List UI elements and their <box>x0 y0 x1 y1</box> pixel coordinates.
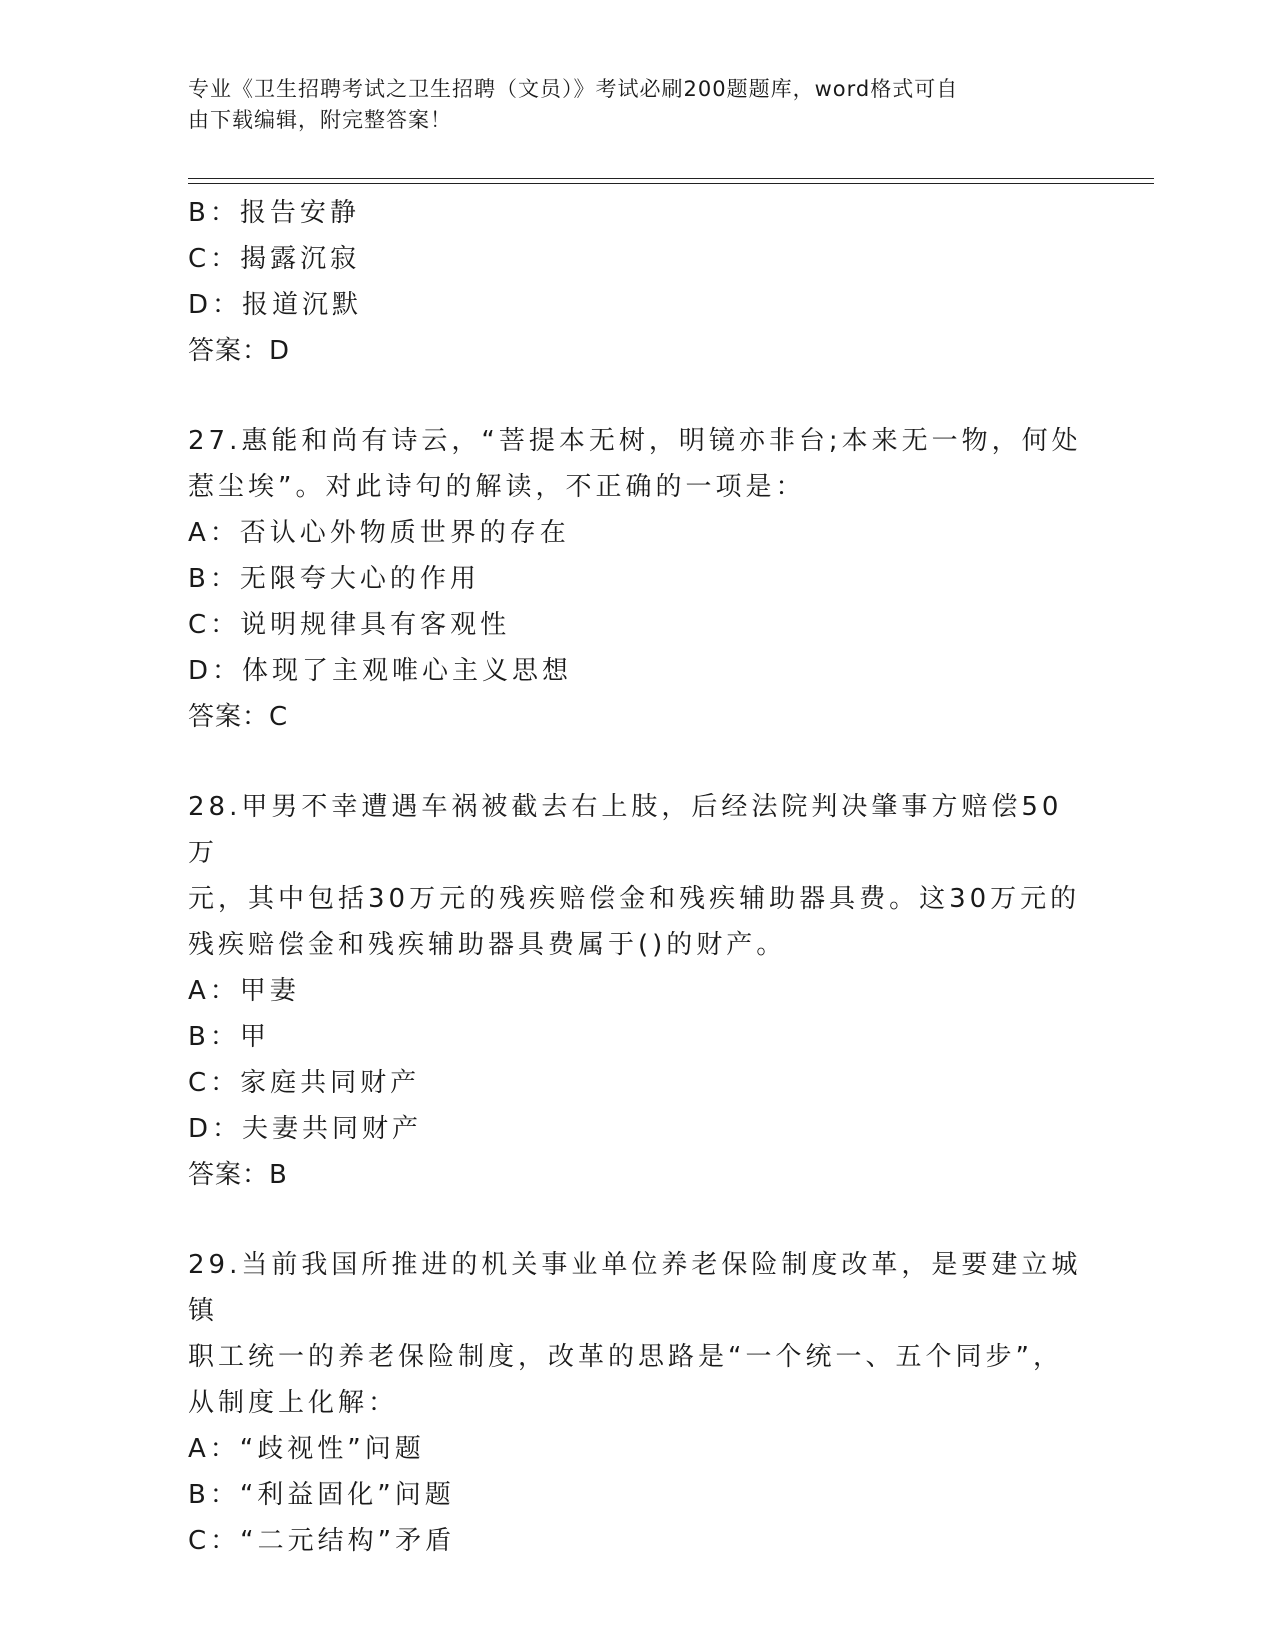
answer-line: 答案：C <box>188 702 289 732</box>
question-29 <box>188 1242 1088 1564</box>
spacer <box>188 1198 1088 1242</box>
question-stem-line: 从制度上化解： <box>188 1388 399 1418</box>
option-a: A：“歧视性”问题 <box>188 1434 425 1464</box>
option-c: C：揭露沉寂 <box>188 244 361 274</box>
header-line-2: 由下载编辑，附完整答案！ <box>188 108 452 132</box>
header-line-1: 专业《卫生招聘考试之卫生招聘（文员）》考试必刷200题题库，word格式可自 <box>188 77 959 101</box>
header-divider-top <box>188 178 1154 179</box>
option-c: C：“二元结构”矛盾 <box>188 1526 456 1556</box>
question-27 <box>188 418 1088 740</box>
option-d: D：体现了主观唯心主义思想 <box>188 656 573 686</box>
option-a: A：否认心外物质世界的存在 <box>188 518 570 548</box>
question-stem-line: 元，其中包括30万元的残疾赔偿金和残疾辅助器具费。这30万元的 <box>188 884 1081 914</box>
option-d: D：夫妻共同财产 <box>188 1114 423 1144</box>
option-c: C：家庭共同财产 <box>188 1068 421 1098</box>
option-b: B：“利益固化”问题 <box>188 1480 455 1510</box>
document-header <box>188 74 1068 136</box>
spacer <box>188 374 1088 418</box>
option-b: B：无限夸大心的作用 <box>188 564 480 594</box>
question-28 <box>188 784 1088 1198</box>
question-stem-line: 职工统一的养老保险制度，改革的思路是“一个统一、五个同步”， <box>188 1342 1063 1372</box>
question-stem-line: 28.甲男不幸遭遇车祸被截去右上肢，后经法院判决肇事方赔偿50万 <box>188 792 1063 868</box>
question-stem-line: 29.当前我国所推进的机关事业单位养老保险制度改革，是要建立城镇 <box>188 1250 1082 1326</box>
option-c: C：说明规律具有客观性 <box>188 610 511 640</box>
option-b: B：报告安静 <box>188 198 360 228</box>
answer-line: 答案：B <box>188 1160 288 1190</box>
option-d: D：报道沉默 <box>188 290 363 320</box>
option-a: A：甲妻 <box>188 976 300 1006</box>
header-divider-bottom <box>188 183 1154 184</box>
spacer <box>188 740 1088 784</box>
answer-line: 答案：D <box>188 336 291 366</box>
option-b: B：甲 <box>188 1022 270 1052</box>
question-stem-line: 惹尘埃”。对此诗句的解读，不正确的一项是： <box>188 472 806 502</box>
question-stem-line: 27.惠能和尚有诗云，“菩提本无树，明镜亦非台;本来无一物，何处 <box>188 426 1082 456</box>
question-26-tail <box>188 190 1088 374</box>
question-list <box>188 190 1088 1564</box>
question-stem-line: 残疾赔偿金和残疾辅助器具费属于()的财产。 <box>188 930 787 960</box>
